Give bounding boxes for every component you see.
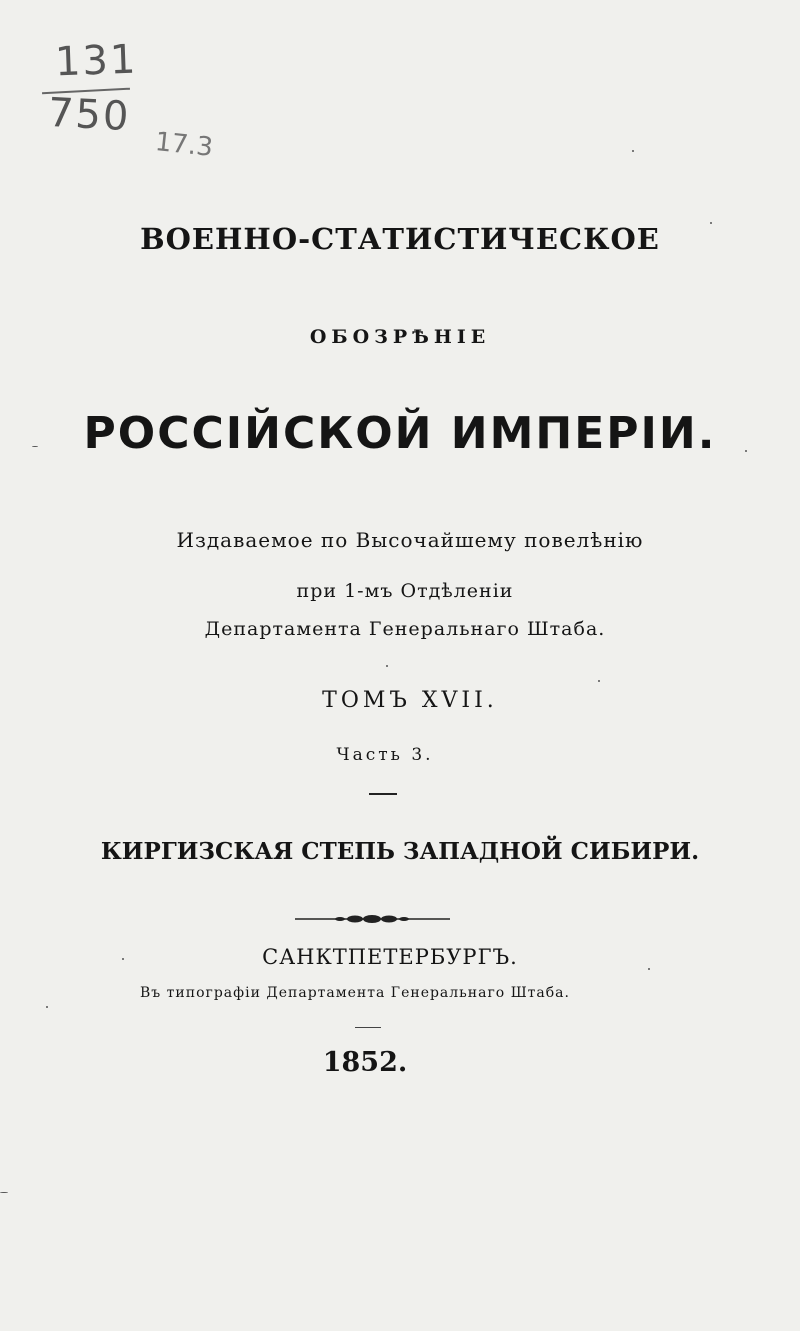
paper-speck — [386, 665, 388, 667]
paper-speck — [710, 222, 712, 224]
short-rule — [355, 1027, 381, 1028]
imprint-year: 1852. — [322, 1047, 408, 1078]
handwritten-number-top: 131 — [54, 36, 139, 86]
paper-speck — [32, 446, 38, 447]
volume-number: ТОМЪ XVII. — [322, 688, 498, 713]
region-title: КИРГИЗСКАЯ СТЕПЬ ЗАПАДНОЙ СИБИРИ. — [100, 838, 700, 865]
divider-rule — [369, 793, 397, 795]
subtitle-line-1: Издаваемое по Высочайшему повелѣнію — [176, 528, 644, 552]
handwritten-side-note: 17.3 — [153, 127, 215, 163]
paper-speck — [598, 680, 600, 682]
paper-speck — [46, 1006, 48, 1008]
handwritten-number-bottom: 750 — [46, 89, 132, 141]
paper-speck — [632, 150, 634, 152]
ornamental-rule — [295, 912, 450, 926]
paper-speck — [0, 1192, 8, 1193]
paper-speck — [122, 958, 124, 960]
paper-speck — [745, 450, 747, 452]
paper-speck — [648, 968, 650, 970]
title-line-3: РОССІЙСКОЙ ИМПЕРІИ. — [83, 408, 717, 459]
subtitle-line-2: при 1-мъ Отдѣленіи — [296, 580, 514, 602]
part-number: Часть 3. — [336, 745, 434, 765]
imprint-city: САНКТПЕТЕРБУРГЪ. — [262, 945, 518, 969]
imprint-printer: Въ типографіи Департамента Генеральнаго Штаба. — [140, 985, 570, 1001]
subtitle-line-3: Департамента Генеральнаго Штаба. — [204, 618, 606, 640]
title-line-1: ВОЕННО-СТАТИСТИЧЕСКОЕ — [140, 222, 660, 256]
title-line-2: ОБОЗРѢНІЕ — [309, 326, 491, 348]
